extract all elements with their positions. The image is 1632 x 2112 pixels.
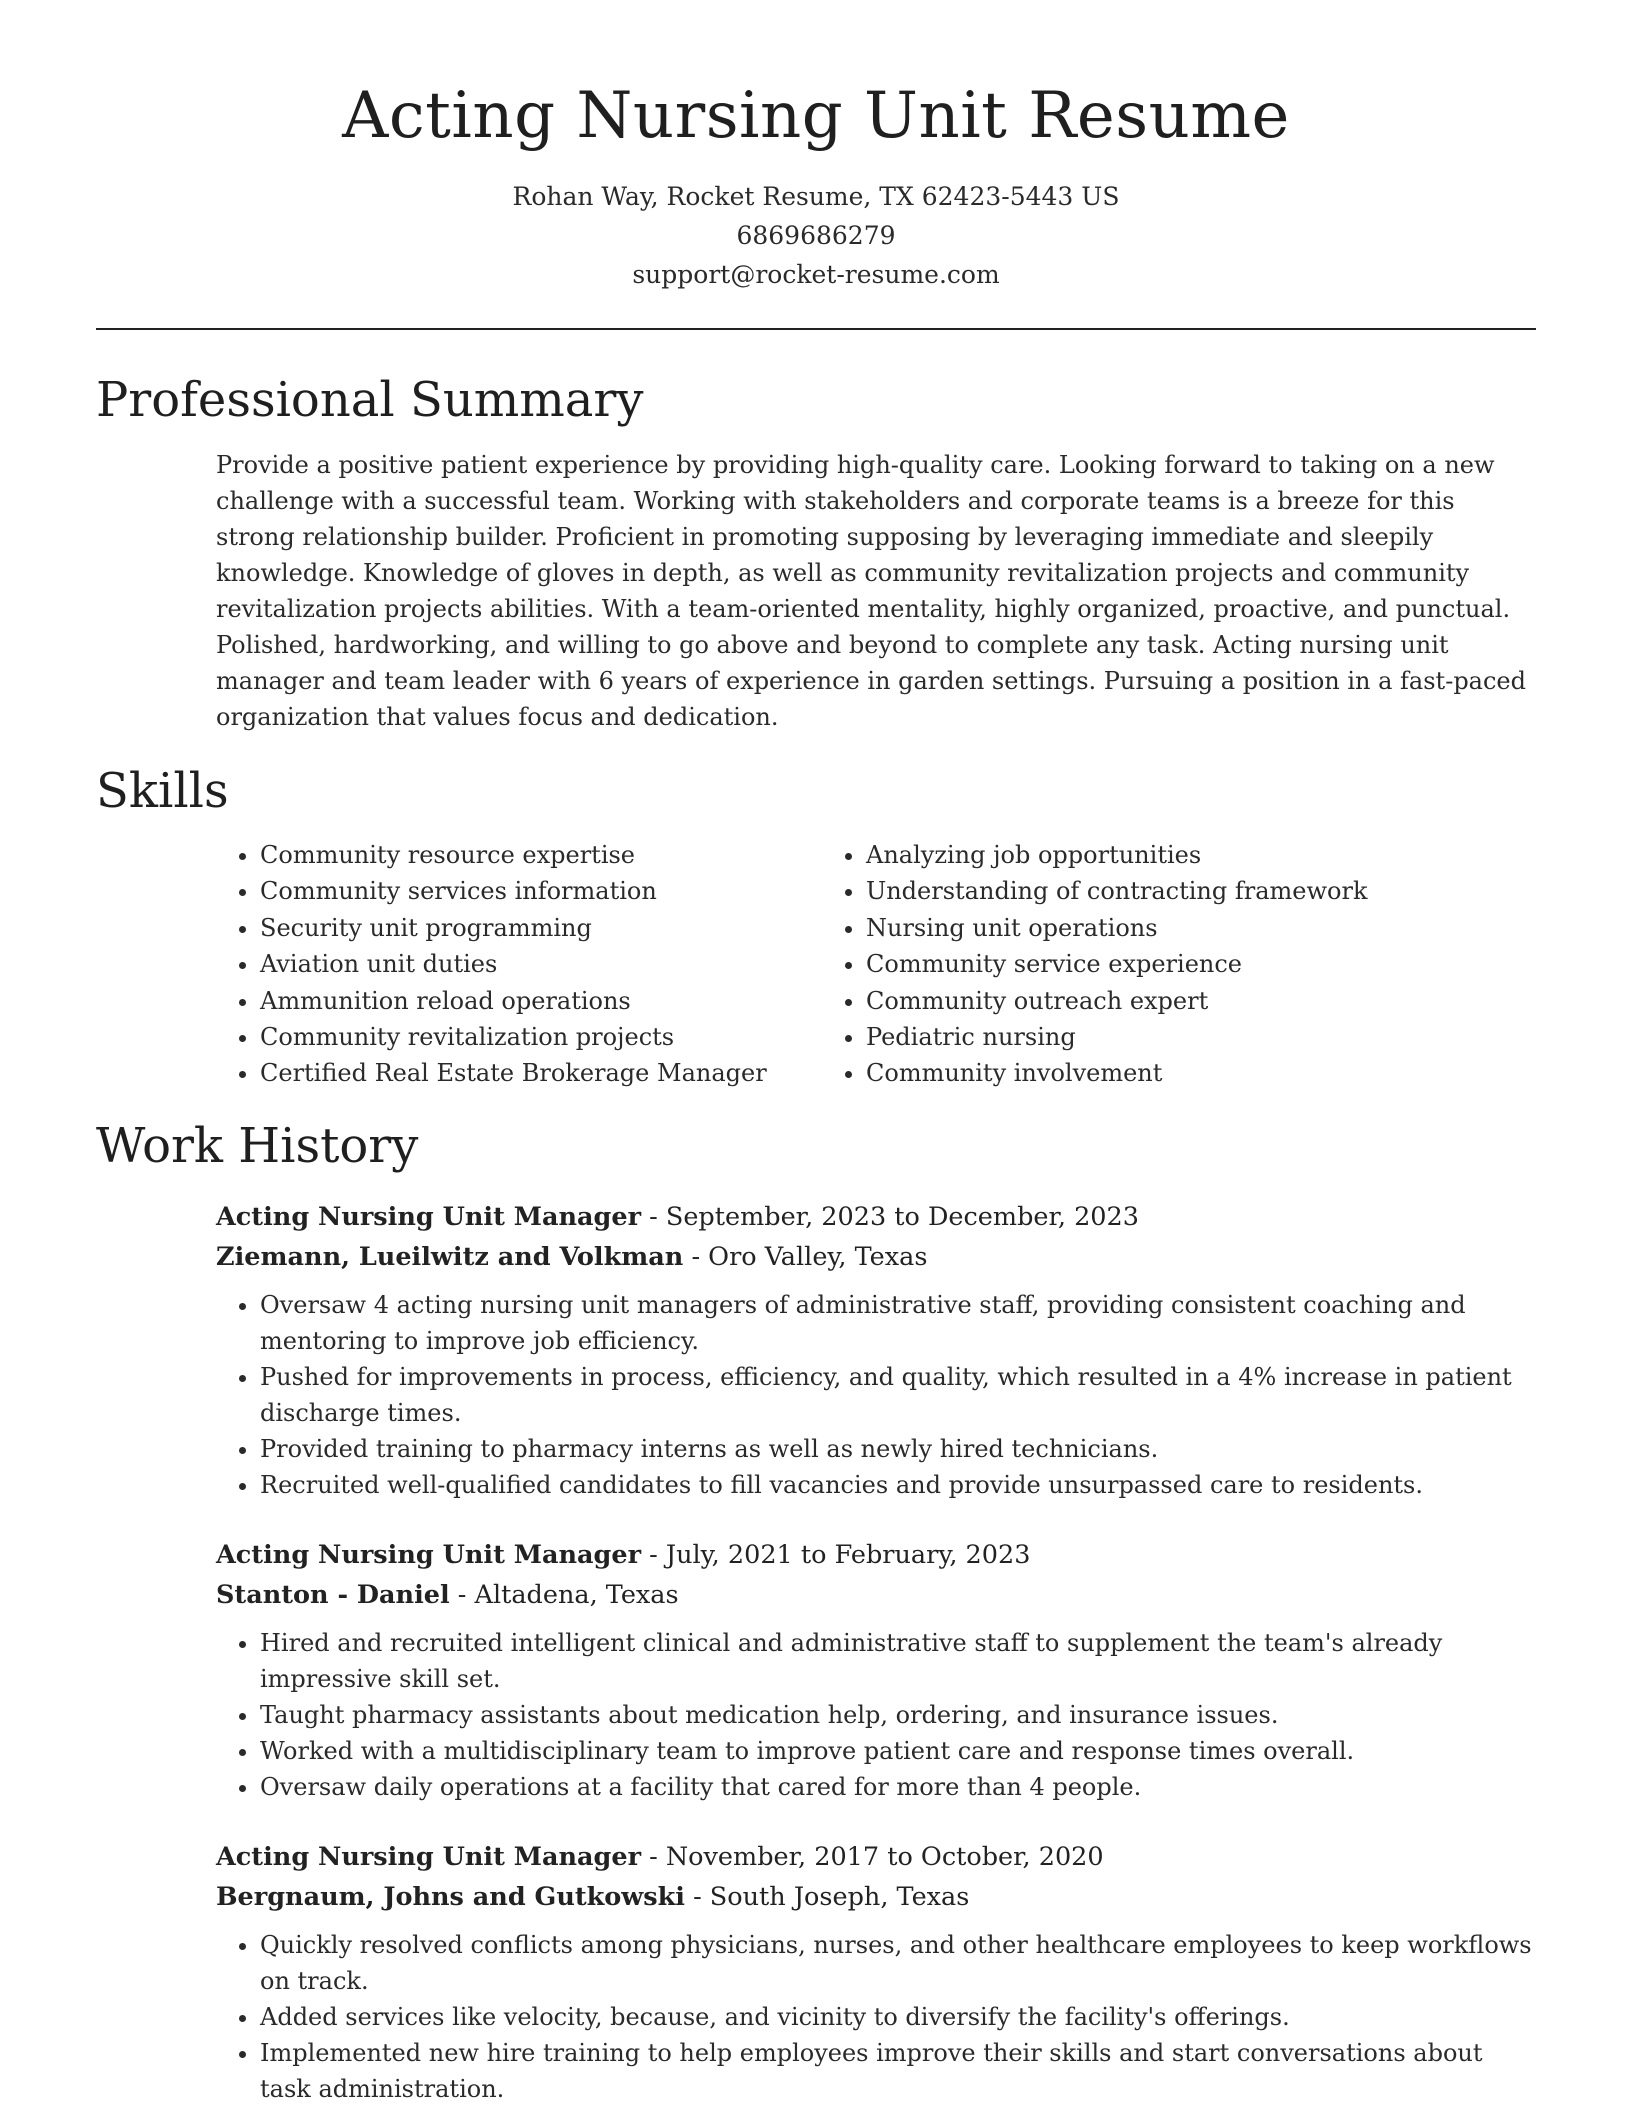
job-dates: - November, 2017 to October, 2020	[641, 1842, 1104, 1873]
job-company-line	[216, 1877, 1536, 1917]
job-dates: - September, 2023 to December, 2023	[641, 1202, 1139, 1233]
job-company: Stanton - Daniel	[216, 1580, 450, 1611]
job-bullet: • Oversaw daily operations at a facility that cared for more than 4 people.	[260, 1769, 1536, 1805]
job-bullet: • Added services like velocity, because, and vicinity to diversify the facility's offerings.	[260, 1999, 1536, 2035]
job-title-line	[216, 1535, 1536, 1575]
job-location: - Oro Valley, Texas	[683, 1242, 928, 1273]
job-bullet: • Recruited well-qualified candidates to fill vacancies and provide unsurpassed care to residents.	[260, 1467, 1536, 1503]
skill-item: • Community involvement	[866, 1055, 1368, 1091]
skills-list-right	[822, 837, 1368, 1092]
job-bullet: • Worked with a multidisciplinary team to improve patient care and response times overall.	[260, 1733, 1536, 1769]
job-bullet: • Oversaw 4 acting nursing unit managers of administrative staff, providing consistent coaching and mentoring to improve job efficiency.	[260, 1287, 1536, 1359]
job-bullets	[216, 1927, 1536, 2107]
job-location: - Altadena, Texas	[449, 1580, 679, 1611]
job-entry	[216, 1535, 1536, 1805]
skills-heading: Skills	[96, 763, 229, 820]
job-title: Acting Nursing Unit Manager	[216, 1202, 642, 1233]
job-bullet: • Quickly resolved conflicts among physicians, nurses, and other healthcare employees to keep workflows on track.	[260, 1927, 1536, 1999]
contact-phone: 6869686279	[736, 220, 896, 250]
page-title: Acting Nursing Unit Resume	[342, 79, 1290, 153]
job-company: Bergnaum, Johns and Gutkowski	[216, 1882, 685, 1913]
job-company: Ziemann, Lueilwitz and Volkman	[216, 1242, 684, 1273]
job-company-line	[216, 1575, 1536, 1615]
resume-header	[96, 0, 1536, 294]
skill-item: • Ammunition reload operations	[260, 983, 822, 1019]
skill-item: • Community outreach expert	[866, 983, 1368, 1019]
summary-text: Provide a positive patient experience by providing high-quality care. Looking forward to taking on a new challenge with a successful team. Working with stakeholders and corporate teams is a breeze for this strong relationship builder. Proficient in promoting supposing by leveraging immediate and sleepily knowledge. Knowledge of gloves in depth, as well as community revitalization projects and community revitalization projects abilities. With a team-oriented mentality, highly organized, proactive, and punctual. Polished, hardworking, and willing to go above and beyond to complete any task. Acting nursing unit manager and team leader with 6 years of experience in garden settings. Pursuing a position in a fast-paced organization that values focus and dedication.	[216, 451, 1526, 732]
job-bullet: • Hired and recruited intelligent clinical and administrative staff to supplement the team's already impressive skill set.	[260, 1625, 1536, 1697]
skill-item: • Analyzing job opportunities	[866, 837, 1368, 873]
job-title: Acting Nursing Unit Manager	[216, 1540, 642, 1571]
skill-item: • Certified Real Estate Brokerage Manager	[260, 1055, 822, 1091]
skill-item: • Community service experience	[866, 946, 1368, 982]
job-bullet: • Pushed for improvements in process, efficiency, and quality, which resulted in a 4% increase in patient discharge times.	[260, 1359, 1536, 1431]
skill-item: • Community revitalization projects	[260, 1019, 822, 1055]
job-title: Acting Nursing Unit Manager	[216, 1842, 642, 1873]
skill-item: • Aviation unit duties	[260, 946, 822, 982]
job-title-line	[216, 1197, 1536, 1237]
summary-heading: Professional Summary	[96, 371, 644, 428]
work-history-heading: Work History	[96, 1117, 419, 1174]
job-entry	[216, 1837, 1536, 2107]
header-divider	[96, 328, 1536, 330]
skill-item: • Nursing unit operations	[866, 910, 1368, 946]
job-bullet: • Provided training to pharmacy interns as well as newly hired technicians.	[260, 1431, 1536, 1467]
skills-list-left	[216, 837, 822, 1092]
job-bullets	[216, 1287, 1536, 1503]
skill-item: • Pediatric nursing	[866, 1019, 1368, 1055]
job-entry	[216, 1197, 1536, 1503]
job-bullet: • Implemented new hire training to help employees improve their skills and start conversations about task administration.	[260, 2035, 1536, 2107]
job-company-line	[216, 1237, 1536, 1277]
job-bullets	[216, 1625, 1536, 1805]
skill-item: • Understanding of contracting framework	[866, 873, 1368, 909]
skill-item: • Security unit programming	[260, 910, 822, 946]
job-title-line	[216, 1837, 1536, 1877]
contact-address: Rohan Way, Rocket Resume, TX 62423-5443 US	[512, 181, 1120, 211]
job-bullet: • Taught pharmacy assistants about medication help, ordering, and insurance issues.	[260, 1697, 1536, 1733]
skill-item: • Community resource expertise	[260, 837, 822, 873]
skills-grid	[216, 837, 1536, 1092]
job-location: - South Joseph, Texas	[684, 1882, 970, 1913]
skill-item: • Community services information	[260, 873, 822, 909]
contact-email: support@rocket-resume.com	[632, 259, 1000, 289]
contact-block	[96, 177, 1536, 294]
job-dates: - July, 2021 to February, 2023	[641, 1540, 1031, 1571]
